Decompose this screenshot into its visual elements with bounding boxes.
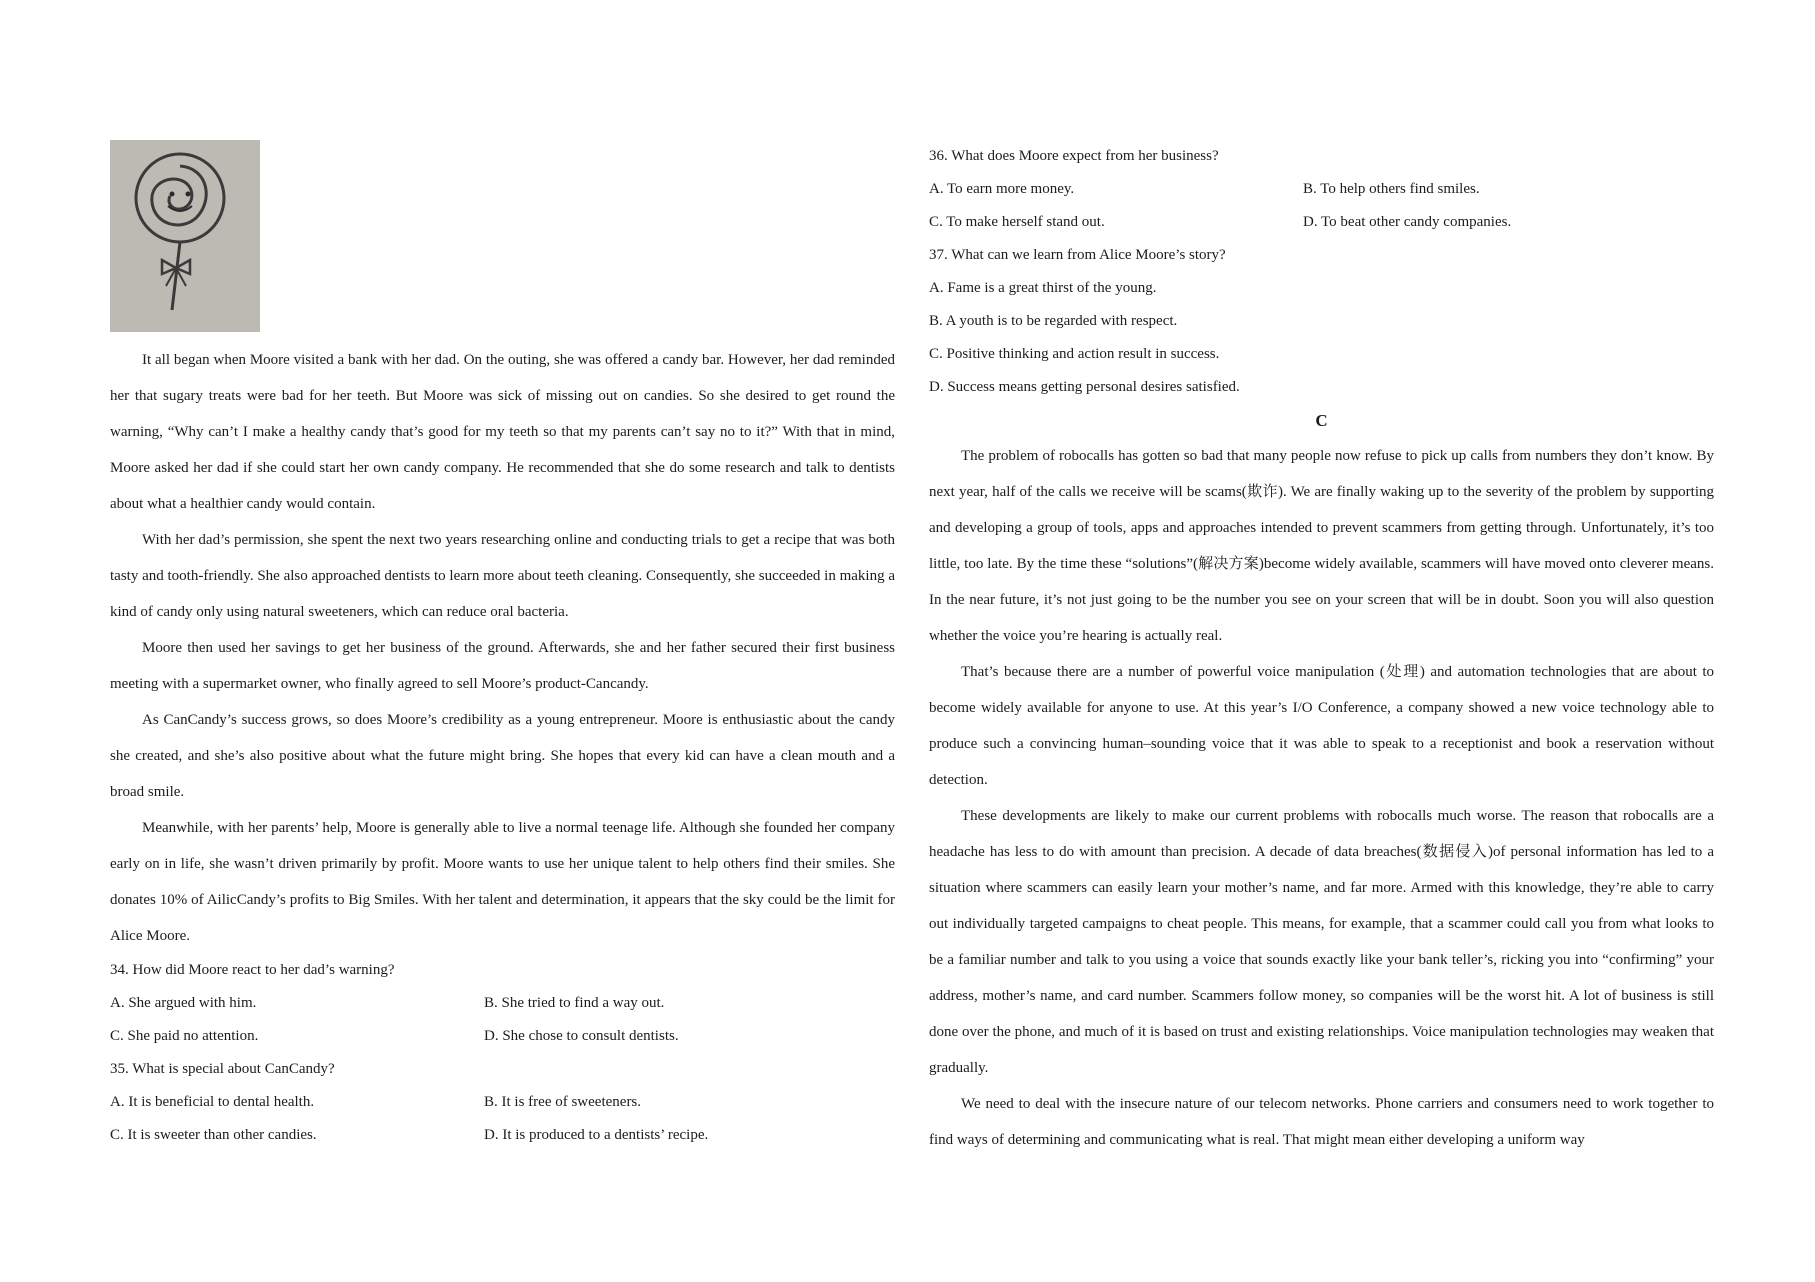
passage-c-paragraph-1: The problem of robocalls has gotten so bad that many people now refuse to pick up calls from numbers they don’t know. By next year, half of the calls we receive will be scams(欺诈). We are finally waking up to the severity of the problem by supporting and developing a group of tools, apps and approaches intended to prevent scammers from getting through. Unfortunately, it’s too little, too late. By the time these “solutions”(解决方案)become widely available, scammers will have moved onto cleverer means. In the near future, it’s not just going to be the number you see on your screen that will be in doubt. Soon you will also question whether the voice you’re hearing is actually real.: [929, 448, 1714, 644]
passage-b-paragraph-5: Meanwhile, with her parents’ help, Moore is generally able to live a normal teenage life. Although she founded her company early on in life, she wasn’t driven primarily by profit. Moore wants to use her unique talent to help others find their smiles. She donates 10% of AilicCandy’s profits to Big Smiles. With her talent and determination, it appears that the sky could be the limit for Alice Moore.: [110, 820, 895, 944]
question-34-option-b: B. She tried to find a way out.: [484, 995, 665, 1011]
question-34-option-a: A. She argued with him.: [110, 995, 257, 1011]
question-37-option-b: B. A youth is to be regarded with respect.: [929, 313, 1178, 329]
question-37-option-d: D. Success means getting personal desires satisfied.: [929, 379, 1240, 395]
question-34-option-d: D. She chose to consult dentists.: [484, 1028, 679, 1044]
right-column: [929, 140, 1714, 1158]
lollipop-icon: [110, 140, 260, 332]
question-36-options: [929, 173, 1714, 239]
question-35-option-d: D. It is produced to a dentists’ recipe.: [484, 1127, 709, 1143]
question-36-option-c: C. To make herself stand out.: [929, 214, 1105, 230]
section-c-heading: C: [1315, 411, 1328, 430]
question-36-stem: 36. What does Moore expect from her business?: [929, 148, 1219, 164]
passage-c-paragraph-4: We need to deal with the insecure nature of our telecom networks. Phone carriers and consumers need to work together to find ways of determining and communicating what is real. That might mean either developing a uniform way: [929, 1096, 1714, 1148]
question-35-option-c: C. It is sweeter than other candies.: [110, 1127, 317, 1143]
passage-b-paragraph-2: With her dad’s permission, she spent the next two years researching online and conducting trials to get a recipe that was both tasty and tooth-friendly. She also approached dentists to learn more about teeth cleaning. Consequently, she succeeded in making a kind of candy only using natural sweeteners, which can reduce oral bacteria.: [110, 532, 895, 620]
question-35-option-a: A. It is beneficial to dental health.: [110, 1094, 315, 1110]
question-37-option-c: C. Positive thinking and action result in success.: [929, 346, 1220, 362]
question-36-option-d: D. To beat other candy companies.: [1303, 214, 1512, 230]
lollipop-image: [110, 140, 260, 332]
passage-c-paragraph-3: These developments are likely to make our current problems with robocalls much worse. The reason that robocalls are a headache has less to do with amount than precision. A decade of data breaches(数据侵入)of personal information has led to a situation where scammers can easily learn your mother’s name, and far more. Armed with this knowledge, they’re able to carry out individually targeted campaigns to cheat people. This means, for example, that a scammer could call you from what looks to be a familiar number and talk to you using a voice that sounds exactly like your bank teller’s, ricking you into “confirming” your address, mother’s name, and card number. Scammers follow money, so companies will be the worst hit. A lot of business is still done over the phone, and much of it is based on trust and existing relationships. Voice manipulation technologies may weaken that gradually.: [929, 808, 1714, 1076]
question-34-options: [110, 987, 895, 1053]
question-35-option-b: B. It is free of sweeteners.: [484, 1094, 642, 1110]
question-36-option-b: B. To help others find smiles.: [1303, 181, 1480, 197]
left-column: [110, 140, 895, 1152]
question-37-option-a: A. Fame is a great thirst of the young.: [929, 280, 1157, 296]
passage-c-paragraph-2: That’s because there are a number of powerful voice manipulation (处理) and automation technologies that are about to become widely available for anyone to use. At this year’s I/O Conference, a company showed a new voice technology able to produce such a convincing human–sounding voice that it was able to speak to a receptionist and book a reservation without detection.: [929, 664, 1714, 788]
question-34-stem: 34. How did Moore react to her dad’s warning?: [110, 962, 395, 978]
question-36-option-a: A. To earn more money.: [929, 181, 1075, 197]
question-37-stem: 37. What can we learn from Alice Moore’s story?: [929, 247, 1226, 263]
passage-b-paragraph-3: Moore then used her savings to get her business of the ground. Afterwards, she and her father secured their first business meeting with a supermarket owner, who finally agreed to sell Moore’s product-Cancandy.: [110, 640, 895, 692]
question-35-options: [110, 1086, 895, 1152]
question-34-option-c: C. She paid no attention.: [110, 1028, 259, 1044]
question-35-stem: 35. What is special about CanCandy?: [110, 1061, 335, 1077]
passage-b-paragraph-4: As CanCandy’s success grows, so does Moore’s credibility as a young entrepreneur. Moore is enthusiastic about the candy she created, and she’s also positive about what the future might bring. She hopes that every kid can have a clean mouth and a broad smile.: [110, 712, 895, 800]
passage-b-paragraph-1: It all began when Moore visited a bank with her dad. On the outing, she was offered a candy bar. However, her dad reminded her that sugary treats were bad for her teeth. But Moore was sick of missing out on candies. So she desired to get round the warning, “Why can’t I make a healthy candy that’s good for my teeth so that my parents can’t say no to it?” With that in mind, Moore asked her dad if she could start her own candy company. He recommended that she do some research and talk to dentists about what a healthier candy would contain.: [110, 352, 895, 512]
